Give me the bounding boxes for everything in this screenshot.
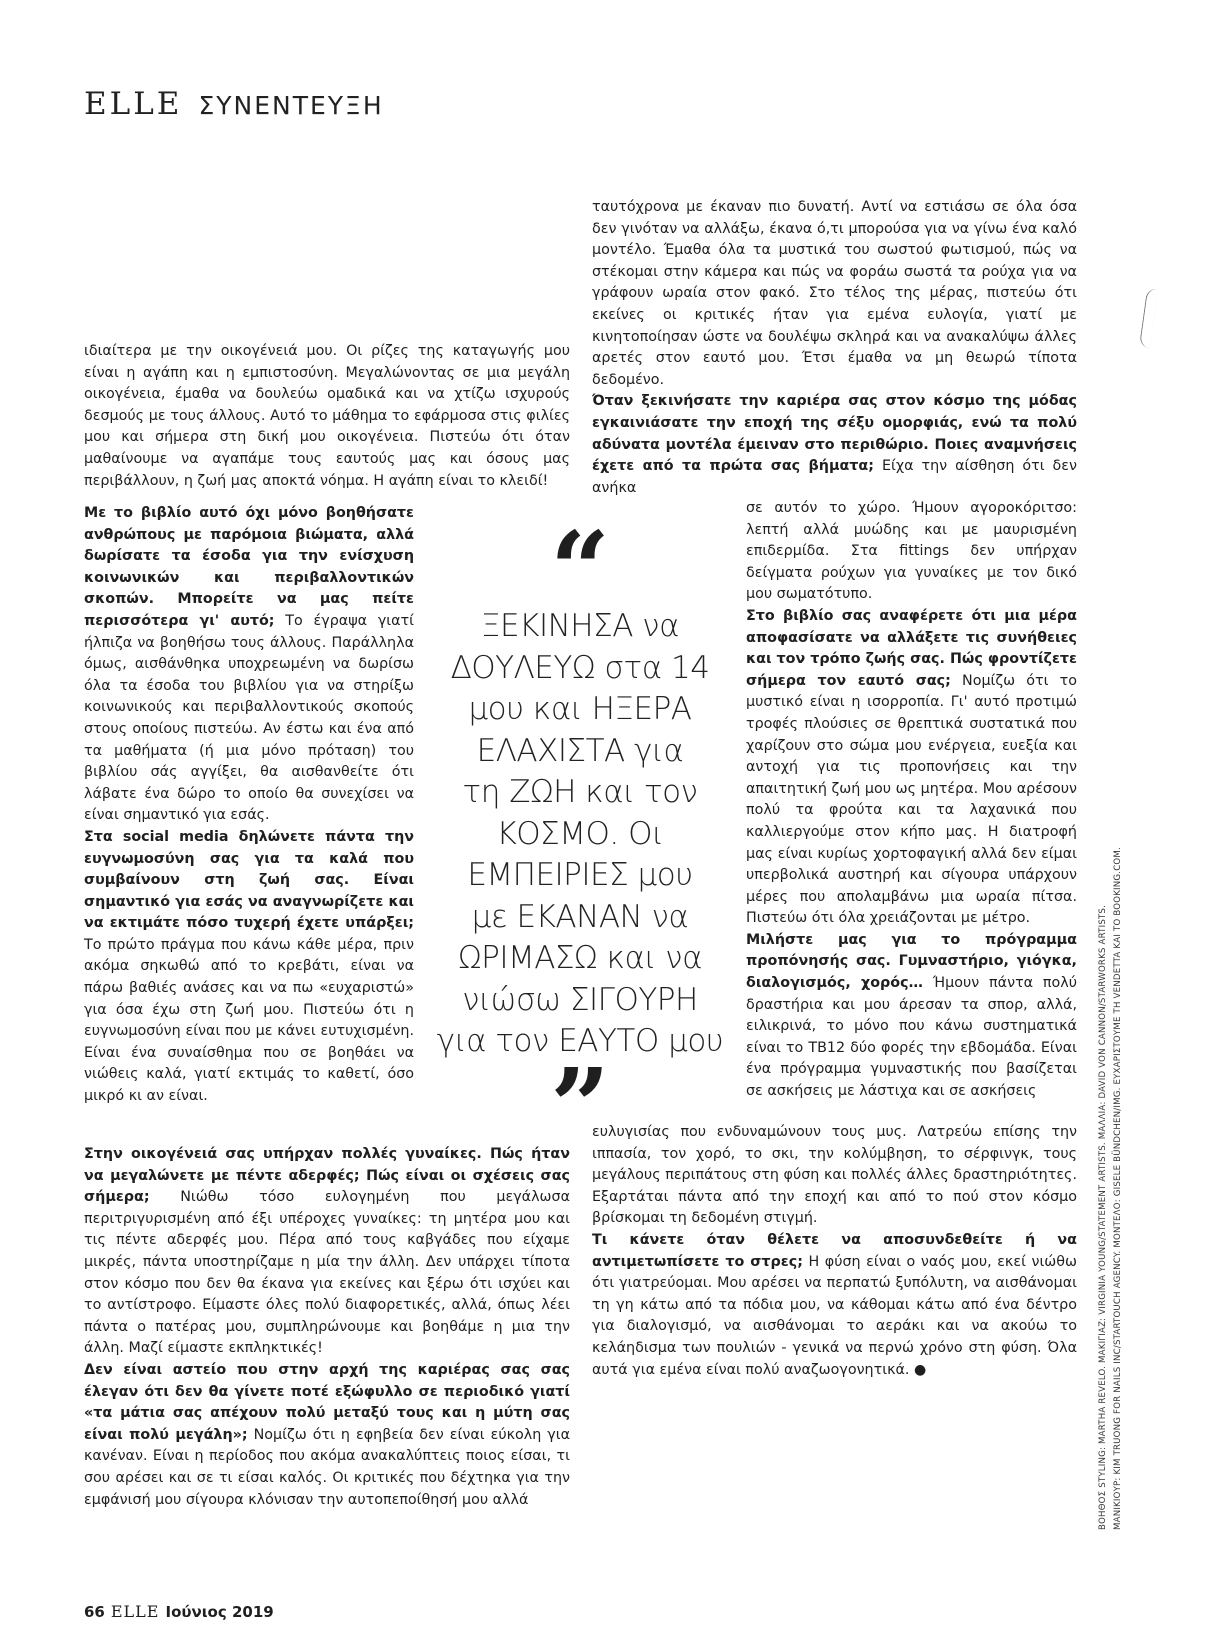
margin-pen-mark	[1139, 288, 1158, 349]
pull-quote-line: ΔΟΥΛΕΥΩ στα 14	[450, 649, 710, 686]
close-quote-mark: ”	[550, 1044, 610, 1168]
pull-quote-line: με ΕΚΑΝΑΝ να	[471, 898, 689, 935]
qa-block	[592, 1230, 1077, 1381]
magazine-logo: ELLE	[84, 86, 183, 122]
pull-quote-line: ΕΜΠΕΙΡΙΕΣ μου	[467, 857, 693, 893]
answer: Το πρώτο πράγμα που κάνω κάθε μέρα, πριν ακόμα σηκωθώ από το κρεβάτι, είναι να πάρω βαθιές ανάσες και να πω «ευχαριστώ» για όσα έχω στη ζωή μου. Πιστεύω ότι η ευγνωμοσύνη είναι που με κάνει ευτυχισμένη. Είναι ένα συναίσθημα που σε βοηθάει να νιώθεις καλά, γιατί εκτιμάς το καθετί, όσο μικρό κι αν είναι.	[84, 936, 414, 1105]
question: Τι κάνετε όταν θέλετε να αποσυνδεθείτε ή να αντιμετωπίσετε το στρες;	[592, 1231, 1077, 1270]
paragraph: ιδιαίτερα με την οικογένειά μου. Οι ρίζες της καταγωγής μου είναι η αγάπη και η εμπιστοσύνη. Μεγαλώνοντας σε μια μεγάλη οικογένεια, έμαθα να δουλεύω ομαδικά και να χτίζω ισχυρούς δεσμούς με τους άλλους. Αυτό το μάθημα το εφάρμοσα στις φιλίες μου και σήμερα στη δική μου οικογένεια. Πιστεύω ότι όταν μαθαίνουμε να αγαπάμε τους εαυτούς μας και όσους μας περιβάλλουν, η ζωή μας αποκτά νόημα. Η αγάπη είναι το κλειδί!	[84, 343, 570, 489]
left-column-bottom	[84, 1144, 570, 1511]
pull-quote-text	[418, 606, 742, 1063]
page-number: 66	[84, 1603, 105, 1621]
question: Μιλήστε μας για το πρόγραμμα προπόνησής σας. Γυμναστήριο, γιόγκα, διαλογισμός, χορός…	[746, 931, 1077, 992]
answer: Η φύση είναι ο ναός μου, εκεί νιώθω ότι γιατρεύομαι. Μου αρέσει να περπατώ ξυπόλυτη, να αισθάνομαι τη γη κάτω από τα πόδια μου, να κάθομαι κάτω από ένα δέντρο για διαλογισμό, να αισθάνομαι το αεράκι και να ακούω το κελάηδισμα των πουλιών - γενικά να περνώ χρόνο στη φύση. Όλα αυτά για εμένα είναι πολύ αναζωογονητικά.	[592, 1253, 1077, 1378]
question: Στο βιβλίο σας αναφέρετε ότι μια μέρα αποφασίσατε να αλλάξετε τις συνήθειες και τον τρόπο ζωής σας. Πώς φροντίζετε σήμερα τον εαυτό σας;	[746, 607, 1077, 689]
pull-quote-line: ΞΕΚΙΝΗΣΑ να	[480, 608, 680, 644]
qa-block	[746, 930, 1077, 1103]
qa-block	[84, 1144, 570, 1360]
answer: Νιώθω τόσο ευλογημένη που μεγάλωσα περιτριγυρισμένη από έξι υπέροχες γυναίκες: τη μητέρα μου και τις πέντε αδερφές μου. Πέρα από τους καβγάδες που είχαμε μικρές, πάντα υποστηρίζαμε η μία την άλλη. Δεν υπάρχει τίποτα στον κόσμο που δεν θα έκανα για εκείνες και ξέρω ότι ισχύει και το αντίστροφο. Είμαστε όλες πολύ διαφορετικές, αλλά, όπως λέει πάντα ο πατέρας μου, συμπληρώνουμε και βοηθάμε η μια την άλλη. Μαζί είμαστε εκπληκτικές!	[84, 1189, 571, 1357]
question: Στην οικογένειά σας υπήρχαν πολλές γυναίκες. Πώς ήταν να μεγαλώνετε με πέντε αδερφές; Πώς είναι οι σχέσεις σας σήμερα;	[84, 1146, 570, 1206]
pull-quote-line: ΕΛΑΧΙΣΤΑ για	[476, 732, 684, 769]
answer: Το έγραψα γιατί ήλπιζα να βοηθήσω τους άλλους. Παράλληλα όμως, αισθάνθηκα υποχρεωμένη να δωρίσω όλα τα έσοδα του βιβλίου για να στηρίξω κοινωνικούς και περιβαλλοντικούς σκοπούς στους οποίους πιστεύω. Αν έστω και ένα από τα μαθήματα (ή μια μόνο πρόταση) του βιβλίου σάς αγγίξει, θα αισθανθείτε ότι λάβατε ένα δώρο το οποίο θα συνεχίσει να είναι σημαντικό για εσάς.	[84, 612, 414, 824]
answer: Ήμουν πάντα πολύ δραστήρια και μου άρεσαν τα σπορ, αλλά, ειλικρινά, το μόνο που κάνω συστηματικά είναι το TB12 δύο φορές την εβδομάδα. Είναι ένα πρόγραμμα γυμναστικής που βασίζεται σε ασκήσεις με λάστιχα και σε ασκήσεις	[746, 975, 1077, 1100]
right-column-top	[592, 197, 1077, 499]
answer: Είχα την αίσθηση ότι δεν ανήκα	[592, 458, 1077, 496]
pull-quote-line: τη ΖΩΗ και τον	[462, 774, 698, 810]
answer-continued: σε αυτόν το χώρο. Ήμουν αγοροκόριτσο: λεπτή αλλά μυώδης και με μαυρισμένη επιδερμίδα. Στα fittings δεν υπήρχαν δείγματα ρούχων για γυναίκες με τον δικό μου σωματότυπο.	[746, 500, 1077, 603]
answer-continued: ευλυγισίας που ενδυναμώνουν τους μυς. Λατρεύω επίσης την ιππασία, τον χορό, το σκι, την κολύμβηση, το σέρφινγκ, τους μεγάλους περιπάτους στη φύση και πολλές άλλες δραστηριότητες. Εξαρτάται πάντα από την εποχή και από το πού στον κόσμο βρίσκομαι τη δεδομένη στιγμή.	[592, 1124, 1077, 1227]
qa-block	[84, 827, 414, 1108]
photo-credits	[1096, 830, 1126, 1530]
right-column-bottom	[592, 1122, 1077, 1381]
question: Στα social media δηλώνετε πάντα την ευγνωμοσύνη σας για τα καλά που συμβαίνουν στη ζωή σας. Είναι σημαντικό για εσάς να αναγνωρίζετε και να εκτιμάτε πόσο τυχερή έχετε υπάρξει;	[84, 828, 414, 932]
pull-quote-line: για τον ΕΑΥΤΟ μου	[436, 1023, 724, 1059]
right-column-middle	[746, 498, 1077, 1103]
left-column-top	[84, 341, 570, 492]
question: Δεν είναι αστείο που στην αρχή της καριέρας σας σας έλεγαν ότι δεν θα γίνετε ποτέ εξώφυλλο σε περιοδικό γιατί «τα μάτια σας απέχουν πολύ μεταξύ τους και η μύτη σας είναι πολύ μεγάλη»;	[84, 1361, 570, 1443]
qa-block	[746, 606, 1077, 930]
paragraph: ταυτόχρονα με έκαναν πιο δυνατή. Αντί να εστιάσω σε όλα όσα δεν γινόταν να αλλάξω, έκανα ό,τι μπορούσα για να γίνω ένα καλό μοντέλο. Έμαθα όλα τα μυστικά του σωστού φωτισμού, πώς να στέκομαι στην κάμερα και πώς να φοράω σωστά τα ρούχα για να γράφουν ωραία στον φακό. Στο τέλος της μέρας, πιστεύω ότι εκείνες οι κριτικές ήταν για εμένα ευλογία, γιατί με κινητοποίησαν ώστε να δουλέψω σκληρά και να ανακαλύψω άλλες αρετές στον εαυτό μου. Έτσι έμαθα να μη θεωρώ τίποτα δεδομένο.	[592, 199, 1077, 388]
footer-magazine-logo: ELLE	[110, 1602, 160, 1621]
page-header	[84, 86, 384, 126]
answer: Νομίζω ότι το μυστικό είναι η ισορροπία. Γι' αυτό προτιμώ τροφές πλούσιες σε θρεπτικά συστατικά που χαρίζουν στο σώμα μου ενέργεια, ευεξία και αντοχή για τις προπονήσεις και την απαιτητική ζωή μου ως μητέρα. Μου αρέσουν πολύ τα φρούτα και τα λαχανικά που καλλιεργούμε στον κήπο μας. Η διατροφή μας είναι κυρίως χορτοφαγική αλλά δεν είμαι υπερβολικά αυστηρή και σίγουρα υπάρχουν μέρες που απολαμβάνω μια ωραία πίτσα. Πιστεύω ότι όλα χρειάζονται με μέτρο.	[746, 672, 1078, 927]
qa-block	[84, 1360, 570, 1511]
qa-block	[592, 391, 1077, 499]
question: Με το βιβλίο αυτό όχι μόνο βοηθήσατε ανθρώπους με παρόμοια βιώματα, αλλά δωρίσατε τα έσοδα για την ενίσχυση κοινωνικών και περιβαλλοντικών σκοπών. Μπορείτε να μας πείτε περισσότερα γι' αυτό;	[84, 505, 414, 629]
pull-quote-line: ΚΟΣΜΟ. Οι	[496, 815, 664, 852]
page-footer	[84, 1602, 274, 1621]
qa-block	[84, 503, 414, 827]
pull-quote-line: μου και ΗΞΕΡΑ	[468, 691, 692, 727]
question: Όταν ξεκινήσατε την καριέρα σας στον κόσμο της μόδας εγκαινιάσατε την εποχή της σέξυ ομορφιάς, ενώ τα πολύ αδύνατα μοντέλα έμειναν στο περιθώριο. Ποιες αναμνήσεις έχετε από τα πρώτα σας βήματα;	[592, 393, 1077, 475]
pull-quote	[418, 508, 742, 1168]
issue-date: Ιούνιος 2019	[165, 1603, 274, 1621]
left-column-middle	[84, 503, 414, 1108]
answer: Νομίζω ότι η εφηβεία δεν είναι εύκολη για κανέναν. Είναι η περίοδος που ακόμα ανακαλύπτεις ποιος είσαι, τι σου αρέσει και σε τι είσαι καλός. Οι κριτικές που δέχτηκα για την εμφάνισή μου σίγουρα κλόνισαν την αυτοπεποίθησή μου αλλά	[84, 1426, 571, 1508]
credits-line: ΒΟΗΘΟΣ STYLING: MARTHA REVELO. ΜΑΚΙΓΙΑΖ: VIRGINIA YOUNG/STATEMENT ARTISTS. ΜΑΛΛΙΑ: DAVID VON CANNON/STARWORKS ARTISTS.	[1098, 904, 1108, 1530]
pull-quote-line: ΩΡΙΜΑΣΩ και να	[457, 940, 703, 976]
pull-quote-line: νιώσω ΣΙΓΟΥΡΗ	[462, 981, 698, 1018]
section-title: ΣΥΝΕΝΤΕΥΞΗ	[198, 91, 384, 120]
credits-line: ΜΑΝΙΚΙΟΥΡ: KIM TRUONG FOR NAILS INC/STARTOUCH AGENCY. ΜΟΝΤΕΛΟ: GISELE BÜNDCHEN/IMG. ΕΥΧΑΡΙΣΤΟΥΜΕ ΤΗ VENDETTA ΚΑΙ ΤΟ BOOKING.COM.	[1113, 847, 1123, 1530]
end-mark: ●	[914, 1361, 927, 1378]
open-quote-mark: “	[550, 508, 610, 631]
